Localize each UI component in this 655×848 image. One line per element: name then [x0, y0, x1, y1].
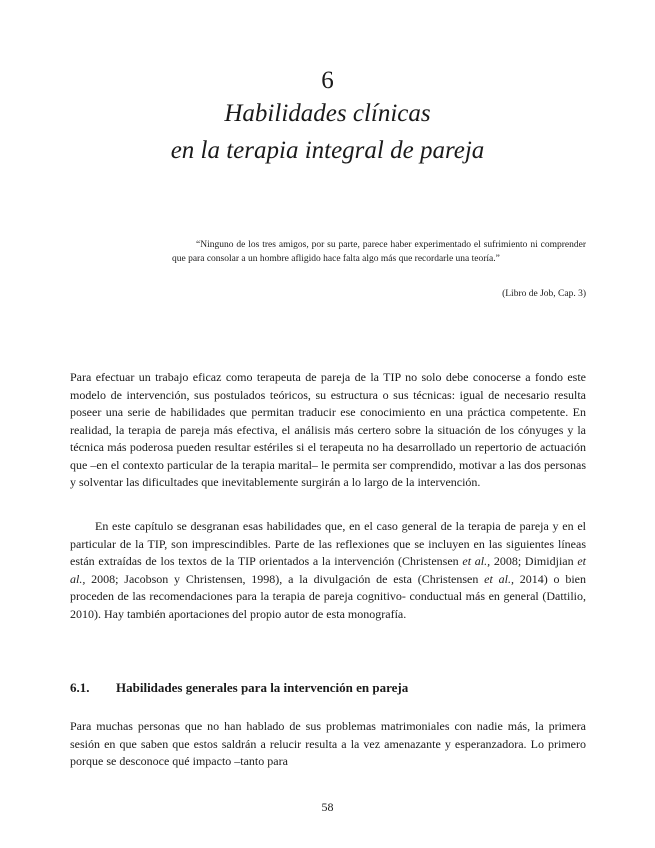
chapter-title-line2: en la terapia integral de pareja — [170, 137, 485, 164]
epigraph-source: (Libro de Job, Cap. 3) — [502, 289, 586, 299]
paragraph-2 — [70, 518, 586, 623]
paragraph-1: Para efectuar un trabajo eficaz como terapeuta de pareja de la TIP no solo debe conocerse a fondo este modelo de intervención, sus postulados teóricos, su estructura o sus técnicas: igual de necesario resulta poseer una serie de habilidades que permitan traducir ese conocimiento en una práctica competente. En realidad, la terapia de pareja más efectiva, el análisis más certero sobre la situación de los cónyuges y la técnica más poderosa pueden resultar estériles si el terapeuta no ha desarrollado un repertorio de actuación que –en el contexto particular de la terapia marital– le permita ser comprendido, motivar a las dos personas y solventar las dificultades que inevitablemente surgirán a lo largo de la intervención. — [70, 370, 586, 489]
section-number: 6.1. — [70, 680, 90, 695]
section-heading — [70, 680, 408, 696]
paragraph-2-text: 2008; Dimidjian — [490, 554, 578, 568]
epigraph-text: “Ninguno de los tres amigos, por su parte, parece haber experimentado el sufrimiento ni comprender que para consolar a un hombre afligido hace falta algo más que recordarle una teoría.” — [172, 240, 586, 264]
chapter-number: 6 — [321, 67, 334, 94]
citation-et-al: et al., — [484, 571, 514, 586]
paragraph-2-text: 2014) o bien proceden de las recomendaciones para la terapia de pareja cognitivo- conductual más en general (Dattilio, 2010). Hay también aportaciones del propio autor de esta monografía. — [70, 571, 586, 621]
citation-et-al: et al., — [70, 554, 587, 586]
paragraph-3: Para muchas personas que no han hablado de sus problemas matrimoniales con nadie más, la primera sesión en que saben que estos saldrán a relucir resulta a la vez amenazante y esperanzadora. Lo primero porque se desconoce qué impacto –tanto para — [70, 719, 586, 768]
paragraph-2-text: En este capítulo se desgranan esas habilidades que, en el caso general de la terapia de pareja y en el particular de la TIP, son imprescindibles. Parte de las reflexiones que se incluyen en las siguientes líneas están extraídas de los textos de la TIP orientados a la intervención (Christensen — [70, 519, 586, 568]
citation-et-al: et al., — [462, 554, 491, 568]
paragraph-2-text: 2008; Jacobson y Christensen, 1998), a la divulgación de esta (Christensen — [85, 571, 485, 586]
section-title: Habilidades generales para la intervención en pareja — [116, 680, 409, 695]
page-number: 58 — [321, 800, 334, 814]
chapter-title-line1: Habilidades clínicas — [224, 100, 431, 127]
epigraph-quote — [172, 238, 586, 266]
